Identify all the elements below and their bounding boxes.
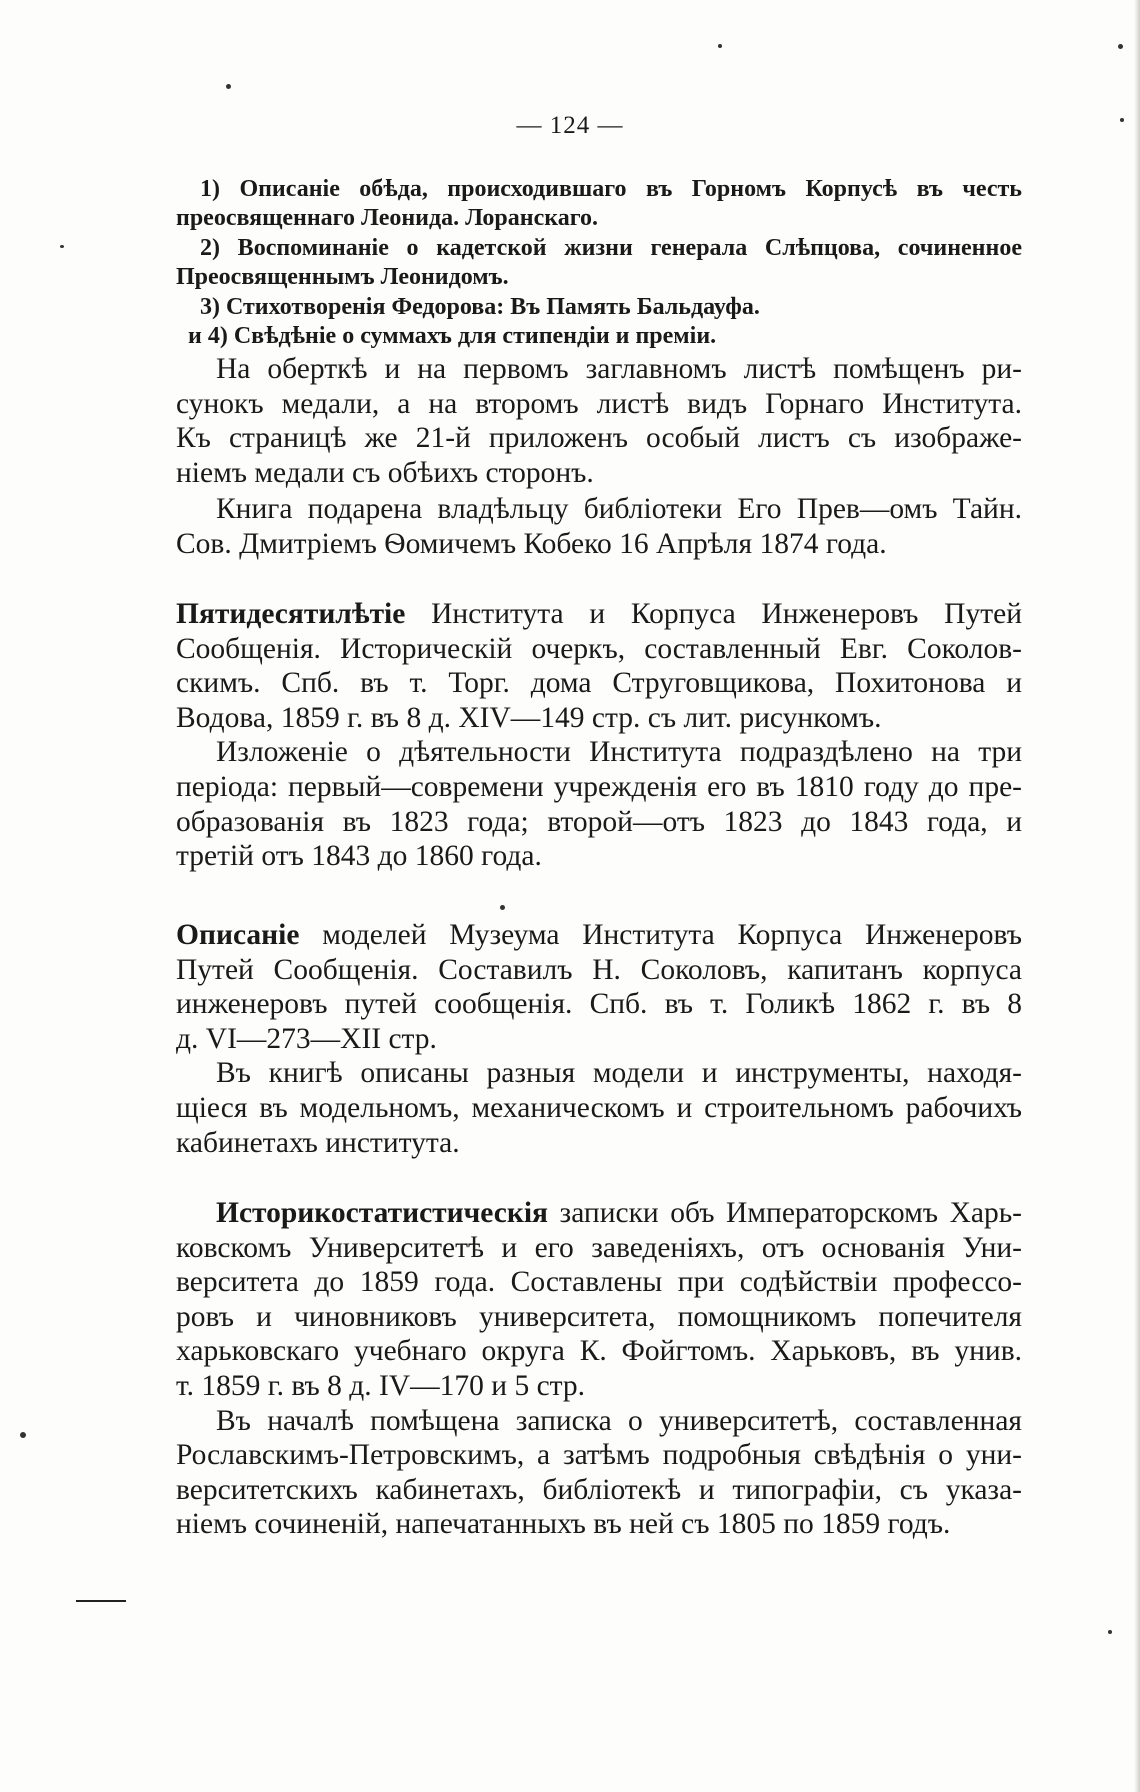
text-line: ніемъ медали съ обѣихъ сторонъ. bbox=[176, 456, 594, 489]
annotation-line: кабинетахъ института. bbox=[176, 1126, 460, 1159]
text-line: Сообщенія. Историческій очеркъ, составленный Евг. Соколов- bbox=[176, 632, 1022, 665]
entry-text: записки объ Императорскомъ Харь- bbox=[559, 1197, 1022, 1229]
bibliography-entry-2 bbox=[176, 918, 1022, 1160]
scan-speck bbox=[1120, 118, 1124, 122]
text-line: ровъ и чиновниковъ университета, помощникомъ попечителя bbox=[176, 1300, 1022, 1333]
entry-title: Описаніе bbox=[176, 919, 300, 951]
text-line: верситета до 1859 года. Составлены при содѣйствіи профессо- bbox=[176, 1266, 1022, 1299]
entry-title: Историкостатистическія bbox=[216, 1197, 548, 1229]
text-line: Водова, 1859 г. въ 8 д. XIV—149 стр. съ лит. рисункомъ. bbox=[176, 701, 882, 734]
annotation-line: третій отъ 1843 до 1860 года. bbox=[176, 840, 542, 873]
scan-speck bbox=[1108, 1630, 1112, 1634]
annotation-line: Въ книгѣ описаны разныя модели и инструменты, находя- bbox=[216, 1057, 1022, 1090]
bibliography-entry-1 bbox=[176, 597, 1022, 874]
text-line: сунокъ медали, а на второмъ листѣ видъ Горнаго Института. bbox=[176, 387, 1022, 420]
contents-list bbox=[176, 175, 1022, 351]
entry-text: моделей Музеума Института Корпуса Инженеровъ bbox=[322, 919, 1023, 951]
entry-text: Института и Корпуса Инженеровъ Путей bbox=[431, 598, 1023, 630]
text-line: инженеровъ путей сообщенія. Спб. въ т. Голикѣ 1862 г. въ 8 bbox=[176, 988, 1022, 1021]
text-line: На оберткѣ и на первомъ заглавномъ листѣ помѣщенъ ри- bbox=[216, 353, 1022, 385]
page-number: — 124 — bbox=[516, 112, 624, 139]
annotation-line: щіеся въ модельномъ, механическомъ и строительномъ рабочихъ bbox=[176, 1091, 1022, 1124]
annotation-line: періода: первый—современи учрежденія его въ 1810 году до пре- bbox=[176, 770, 1022, 803]
margin-mark bbox=[76, 1600, 126, 1602]
text-line: Путей Сообщенія. Составилъ Н. Соколовъ, капитанъ корпуса bbox=[176, 953, 1022, 986]
scan-speck bbox=[1118, 44, 1123, 49]
scan-speck bbox=[500, 905, 505, 910]
annotation-line: образованія въ 1823 года; второй—отъ 1823 до 1843 года, и bbox=[176, 805, 1022, 838]
annotation-line: верситетскихъ кабинетахъ, библіотекѣ и типографіи, съ указа- bbox=[176, 1473, 1022, 1506]
text-line: Къ страницѣ же 21-й приложенъ особый листъ съ изображе- bbox=[176, 422, 1022, 455]
contents-item-cont: преосвященнаго Леонида. Лоранскаго. bbox=[176, 205, 599, 232]
entry-first-line bbox=[176, 1196, 1022, 1231]
text-line: Сов. Дмитріемъ Ѳомичемъ Кобеко 16 Апрѣля 1874 года. bbox=[176, 527, 887, 560]
gift-note bbox=[176, 492, 1022, 561]
entry-first-line bbox=[176, 918, 1022, 953]
contents-item-cont: Преосвященнымъ Леонидомъ. bbox=[176, 264, 509, 291]
page-binding-edge bbox=[1134, 0, 1140, 1792]
scan-speck bbox=[20, 1432, 26, 1438]
contents-item: 1) Описаніе обѣда, происходившаго въ Горномъ Корпусѣ въ честь bbox=[200, 176, 1022, 202]
cover-description bbox=[176, 352, 1022, 490]
text-line: харьковскаго учебнаго округа К. Фойгтомъ. Харьковъ, въ унив. bbox=[176, 1335, 1022, 1368]
text-line: Книга подарена владѣльцу библіотеки Его Прев—омъ Тайн. bbox=[216, 493, 1022, 525]
annotation-line: ніемъ сочиненій, напечатанныхъ въ ней съ 1805 по 1859 годъ. bbox=[176, 1508, 951, 1541]
annotation-line: Въ началѣ помѣщена записка о университетѣ, составленная bbox=[216, 1404, 1022, 1437]
entry-title: Пятидесятилѣтіе bbox=[176, 598, 406, 630]
annotation-line: Изложеніе о дѣятельности Института подраздѣлено на три bbox=[216, 736, 1022, 769]
text-line: скимъ. Спб. въ т. Торг. дома Струговщикова, Похитонова и bbox=[176, 667, 1022, 700]
bibliography-entry-3 bbox=[176, 1196, 1022, 1542]
text-line: д. VI—273—XII стр. bbox=[176, 1022, 437, 1055]
scan-speck bbox=[60, 245, 64, 248]
text-line: т. 1859 г. въ 8 д. IV—170 и 5 стр. bbox=[176, 1369, 586, 1402]
scan-speck bbox=[718, 44, 722, 48]
text-line: ковскомъ Университетѣ и его заведеніяхъ, отъ основанія Уни- bbox=[176, 1231, 1022, 1264]
entry-first-line bbox=[176, 597, 1022, 632]
contents-item: и 4) Свѣдѣніе о суммахъ для стипендіи и преміи. bbox=[188, 323, 717, 350]
scan-speck bbox=[226, 84, 231, 89]
annotation-line: Рославскимъ-Петровскимъ, а затѣмъ подробныя свѣдѣнія о уни- bbox=[176, 1439, 1022, 1472]
contents-item: 3) Стихотворенія Федорова: Въ Память Бальдауфа. bbox=[200, 293, 760, 320]
contents-item: 2) Воспоминаніе о кадетской жизни генерала Слѣпцова, сочиненное bbox=[200, 234, 1022, 261]
